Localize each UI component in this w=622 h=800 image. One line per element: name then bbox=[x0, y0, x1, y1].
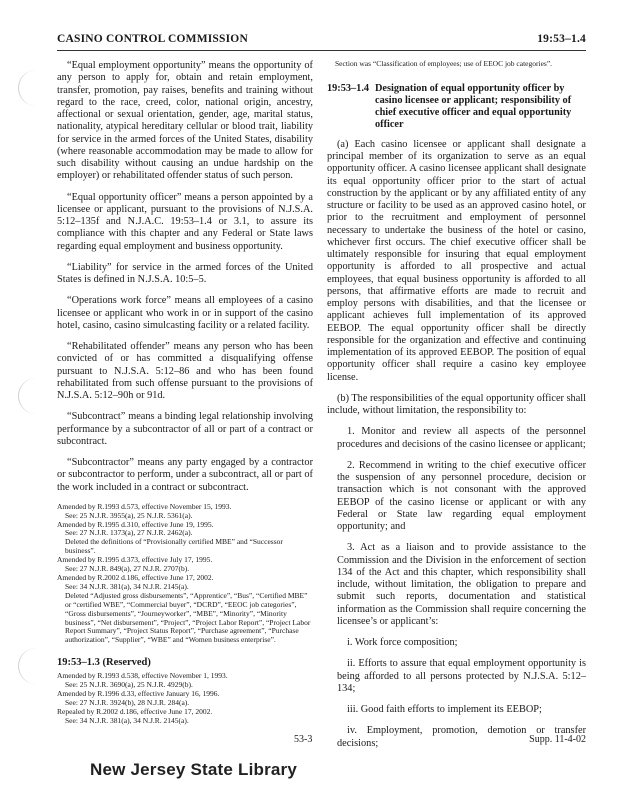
history-line: See: 27 N.J.R. 849(a), 27 N.J.R. 2707(b). bbox=[65, 564, 190, 574]
definition-paragraph: “Rehabilitated offender” means any person who has been convicted of or has committed a disqualifying offense pursuant to N.J.S.A. 5:12–86 and who has been found rehabilitated from such offense pursuant to the provisions of N.J.S.A. 5:12–90h or 91d. bbox=[57, 341, 313, 401]
definition-paragraph: “Subcontractor” means any party engaged by a contractor or subcontractor to perform, under a subcontract, all or part of the work included in a contract or subcontract. bbox=[57, 457, 313, 493]
history-line: See: 34 N.J.R. 381(a), 34 N.J.R. 2145(a). bbox=[65, 581, 189, 591]
history-line: Repealed by R.2002 d.186, effective June 17, 2002. bbox=[57, 706, 213, 716]
history-line: Amended by R.2002 d.186, effective June 17, 2002. bbox=[57, 573, 214, 582]
history-line: Amended by R.1993 d.573, effective November 15, 1993. bbox=[57, 501, 232, 511]
definition-paragraph: “Operations work force” means all employees of a casino licensee or applicant who work in or in support of the casino hotel, casino, casino simulcasting facility or a related facility. bbox=[57, 295, 313, 331]
right-column bbox=[327, 60, 586, 759]
history-line: Amended by R.1996 d.33, effective January 16, 1996. bbox=[57, 689, 220, 699]
left-column bbox=[57, 60, 313, 736]
section-title-block bbox=[327, 83, 586, 131]
sub-list-item: i. Work force composition; bbox=[347, 637, 458, 649]
list-item: 2. Recommend in writing to the chief executive officer the suspension of any personnel procedure, decision or transaction which is not consonant with the approved EEBOP of the casino license or applicant or with any Federal or State law regarding equal employment opportunity; and bbox=[337, 459, 586, 533]
history-line: See: 27 N.J.R. 1373(a), 27 N.J.R. 2462(a). bbox=[65, 528, 193, 538]
definition-paragraph: “Equal opportunity officer” means a person appointed by a licensee or applicant, pursuant to the provisions of N.J.S.A. 5:12–135f and N.J.A.C. 19:53–1.4 or 3.1, to assure its compliance with this chapter and any Federal or State laws regarding equal employment and business opportunity. bbox=[57, 191, 313, 252]
history-line: See: 25 N.J.R. 3955(a), 25 N.J.R. 5361(a). bbox=[65, 510, 193, 520]
history-line: Amended by R.1993 d.538, effective November 1, 1993. bbox=[57, 671, 228, 681]
history-line: Amended by R.1995 d.373, effective July 17, 1995. bbox=[57, 555, 213, 565]
list-item: 3. Act as a liaison and to provide assistance to the Commission and the Division in the enforcement of section 134 of the Act and this chapter, which responsibility shall include, without limitation, the obligation to prepare and submit such reports, documentation and statistical information as the Commission shall require concerning the licensee’s or applicant’s: bbox=[337, 542, 586, 627]
header-rule bbox=[57, 50, 586, 51]
history-line: Amended by R.1995 d.310, effective June 19, 1995. bbox=[57, 519, 214, 529]
section-number: 19:53–1.4 bbox=[327, 82, 370, 94]
punch-hole-mark bbox=[18, 648, 41, 684]
definition-paragraph: “Subcontract” means a binding legal relationship involving performance by a subcontractor of all or part of a contract or subcontract. bbox=[57, 411, 313, 447]
supplement-date: Supp. 11-4-02 bbox=[529, 734, 586, 745]
list-item: 1. Monitor and review all aspects of the personnel procedures and decisions of the casino licensee or applicant; bbox=[337, 426, 586, 450]
sub-list-item: iv. Employment, promotion, demotion or transfer decisions; bbox=[337, 725, 586, 749]
definition-paragraph: “Equal employment opportunity” means the opportunity of any person to apply for, obtain and retain employment, transfer, promotion, pay raises, benefits and training without regard to the race, creed, color, national origin, ancestry, affectional or sexual orientation, gender, age, marital status, nationality, atypical hereditary cellular or blood trait, liability for service in the armed forces of the United States, disability (where reasonable accommodation may be made to allow for such disability without causing an undue hardship on the employer) or rehabilitated offender status of such person. bbox=[57, 60, 313, 182]
body-paragraph: (b) The responsibilities of the equal opportunity officer shall include, without limitation, the responsibility to: bbox=[327, 392, 586, 417]
section-note: Section was “Classification of employees; use of EEOC job categories”. bbox=[335, 59, 553, 68]
history-line: See: 27 N.J.R. 3924(b), 28 N.J.R. 284(a). bbox=[65, 697, 190, 707]
history-notes bbox=[57, 503, 313, 646]
running-header-section: 19:53–1.4 bbox=[537, 33, 586, 45]
punch-hole-mark bbox=[18, 70, 41, 106]
body-paragraph: (a) Each casino licensee or applicant shall designate a principal member of its organization to serve as an equal opportunity officer. A casino licensee applicant shall designate its equal opportunity officer prior to the start of actual construction by the applicant or by any affiliated entity of any structure or facility to be used as an approved casino hotel, or prior to the recruitment and employment of personnel necessary to undertake the business of the hotel or casino, whichever first occurs. The chief executive officer shall be ultimately responsible for insuring that equal employment opportunity is afforded to all prospective and actual employees, that equal business opportunity is afforded to all persons, that affirmative efforts are made to recruit and employ persons with disabilities, and that the licensee or applicant achieves full implementation of its approved EEBOP. The equal opportunity officer shall be directly responsible for the organization and effective and continuing implementation of its approved EEBOP. The position of equal opportunity officer shall require a casino key employee license. bbox=[327, 138, 586, 383]
history-line: Deleted “Adjusted gross disbursements”, “Apprentice”, “Bus”, “Certified MBE” or “certified WBE”, “Commercial buyer”, “DCRD”, “EEOC job categories”, “Gross disbursements”, “Journeyworker”, “MBE”, “Minority”, “Minority business”, “Net disbursement”, “Project”, “Project Labor Report”, “Project Labor Report Summary”, “Project Status Report”, “Purchase agreement”, “Purchase authorization”, “Supplier”, “WBE” and “Women business enterprise”. bbox=[65, 590, 311, 645]
definition-paragraph: “Liability” for service in the armed forces of the United States is defined in N.J.S.A. 10:5–5. bbox=[57, 261, 313, 285]
sub-list-item: ii. Efforts to assure that equal employment opportunity is being afforded to all persons protected by N.J.S.A. 5:12–134; bbox=[337, 658, 586, 694]
history-notes bbox=[57, 672, 313, 725]
history-line: See: 25 N.J.R. 3690(a), 25 N.J.R. 4929(b). bbox=[65, 680, 193, 690]
sub-list-item: iii. Good faith efforts to implement its EEBOP; bbox=[347, 704, 542, 716]
page-number: 53-3 bbox=[294, 734, 313, 745]
history-line: See: 34 N.J.R. 381(a), 34 N.J.R. 2145(a). bbox=[65, 715, 189, 725]
punch-hole-mark bbox=[18, 378, 41, 414]
section-title: Designation of equal opportunity officer by casino licensee or applicant; responsibility of chief executive officer and equal opportunity officer bbox=[375, 82, 572, 130]
library-stamp: New Jersey State Library bbox=[90, 760, 298, 779]
history-line: Deleted the definitions of “Provisionally certified MBE” and “Successor business”. bbox=[65, 537, 283, 556]
section-heading-reserved: 19:53–1.3 (Reserved) bbox=[57, 657, 151, 669]
running-header-title: CASINO CONTROL COMMISSION bbox=[57, 33, 248, 45]
